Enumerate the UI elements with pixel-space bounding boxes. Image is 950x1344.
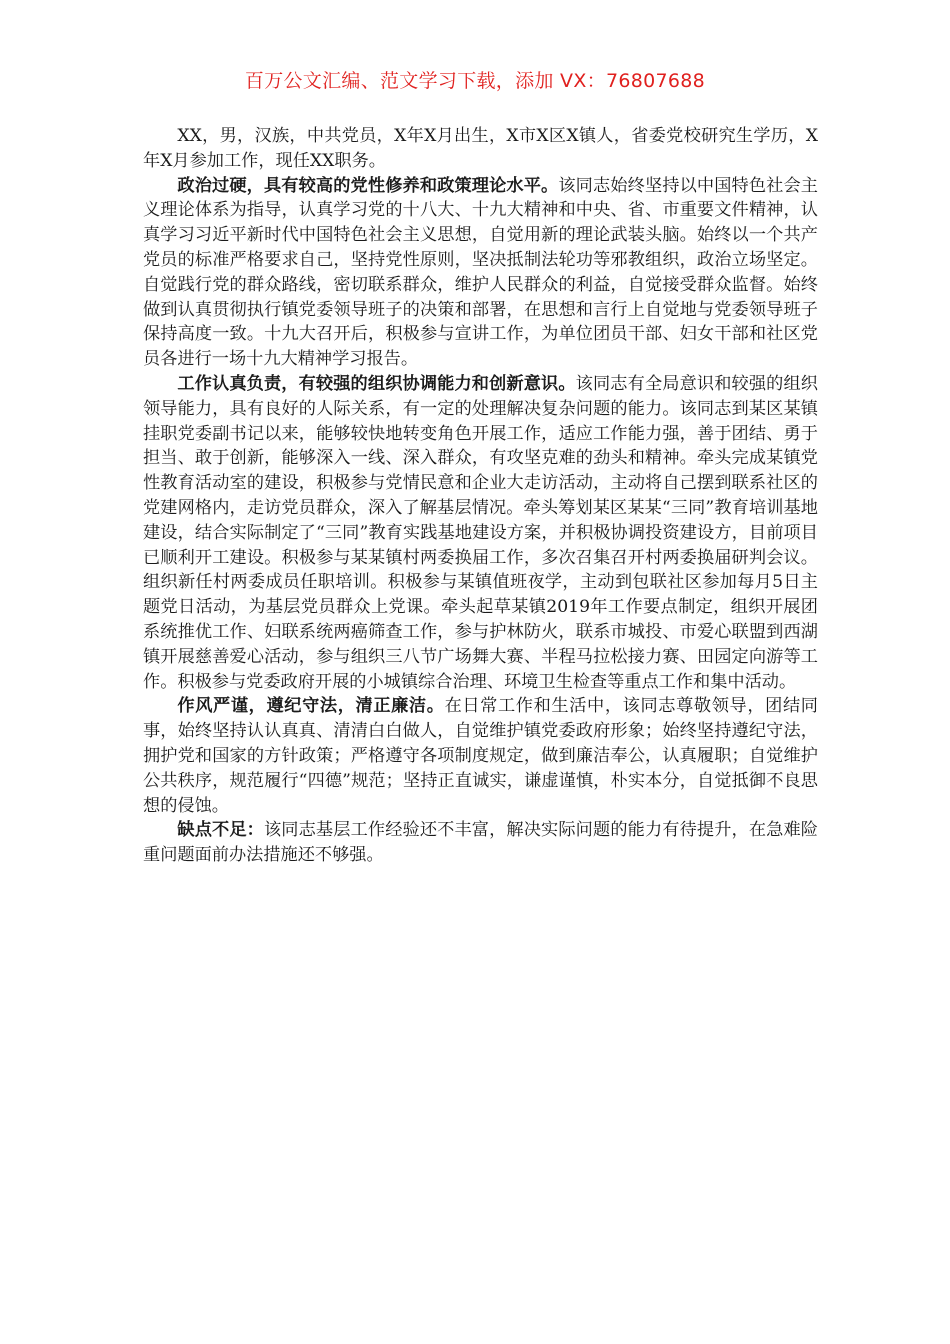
paragraph-text: 该同志基层工作经验还不丰富，解决实际问题的能力有待提升，在急难险重问题面前办法措施还不够强。 <box>143 820 818 866</box>
paragraph-text: XX，男，汉族，中共党员，X年X月出生，X市X区X镇人，省委党校研究生学历，X年X月参加工作，现任XX职务。 <box>143 126 818 171</box>
intro-paragraph <box>143 124 818 174</box>
paragraph-lead: 缺点不足： <box>177 820 264 841</box>
paragraph-lead: 政治过硬，具有较高的党性修养和政策理论水平。 <box>177 175 559 196</box>
paragraph-lead: 作风严谨，遵纪守法，清正廉洁。 <box>177 696 445 717</box>
header-banner: 百万公文汇编、范文学习下载，添加 VX：76807688 <box>244 70 706 92</box>
conduct-paragraph <box>143 694 818 818</box>
shortcomings-paragraph <box>143 818 818 868</box>
paragraph-text: 该同志有全局意识和较强的组织领导能力，具有良好的人际关系，有一定的处理解决复杂问题的能力。该同志到某区某镇挂职党委副书记以来，能够较快地转变角色开展工作，适应工作能力强，善于团结、勇于担当、敢于创新，能够深入一线、深入群众，有攻坚克难的劲头和精神。牵头完成某镇党性教育活动室的建设，积极参与党情民意和企业大走访活动，主动将自己摆到联系社区的党建网格内，走访党员群众，深入了解基层情况。牵头筹划某区某某“三同”教育培训基地建设，结合实际制定了“三同”教育实践基地建设方案，并积极协调投资建设方，目前项目已顺利开工建设。积极参与某某镇村两委换届工作，多次召集召开村两委换届研判会议。组织新任村两委成员任职培训。积极参与某镇值班夜学，主动到包联社区参加每月5日主题党日活动，为基层党员群众上党课。牵头起草某镇2019年工作要点制定，组织开展团系统推优工作、妇联系统两癌筛查工作，参与护林防火，联系市城投、市爱心联盟到西湖镇开展慈善爱心活动，参与组织三八节广场舞大赛、半程马拉松接力赛、田园定向游等工作。积极参与党委政府开展的小城镇综合治理、环境卫生检查等重点工作和集中活动。 <box>143 373 818 692</box>
paragraph-text: 在日常工作和生活中，该同志尊敬领导，团结同事，始终坚持认认真真、清清白白做人，自觉维护镇党委政府形象；始终坚持遵纪守法，拥护党和国家的方针政策；严格遵守各项制度规定，做到廉洁奉公，认真履职；自觉维护公共秩序，规范履行“四德”规范；坚持正直诚实，谦虚谨慎，朴实本分，自觉抵御不良思想的侵蚀。 <box>143 696 818 816</box>
political-paragraph <box>143 174 818 372</box>
paragraph-text: 该同志始终坚持以中国特色社会主义理论体系为指导，认真学习党的十八大、十九大精神和中央、省、市重要文件精神，认真学习习近平新时代中国特色社会主义思想，自觉用新的理论武装头脑。始终以一个共产党员的标准严格要求自己，坚持党性原则，坚决抵制法轮功等邪教组织，政治立场坚定。自觉践行党的群众路线，密切联系群众，维护人民群众的利益，自觉接受群众监督。始终做到认真贯彻执行镇党委领导班子的决策和部署，在思想和言行上自觉地与党委领导班子保持高度一致。十九大召开后，积极参与宣讲工作，为单位团员干部、妇女干部和社区党员各进行一场十九大精神学习报告。 <box>143 175 818 370</box>
paragraph-lead: 工作认真负责，有较强的组织协调能力和创新意识。 <box>177 373 576 394</box>
document-body <box>143 124 818 868</box>
work-paragraph <box>143 372 818 694</box>
